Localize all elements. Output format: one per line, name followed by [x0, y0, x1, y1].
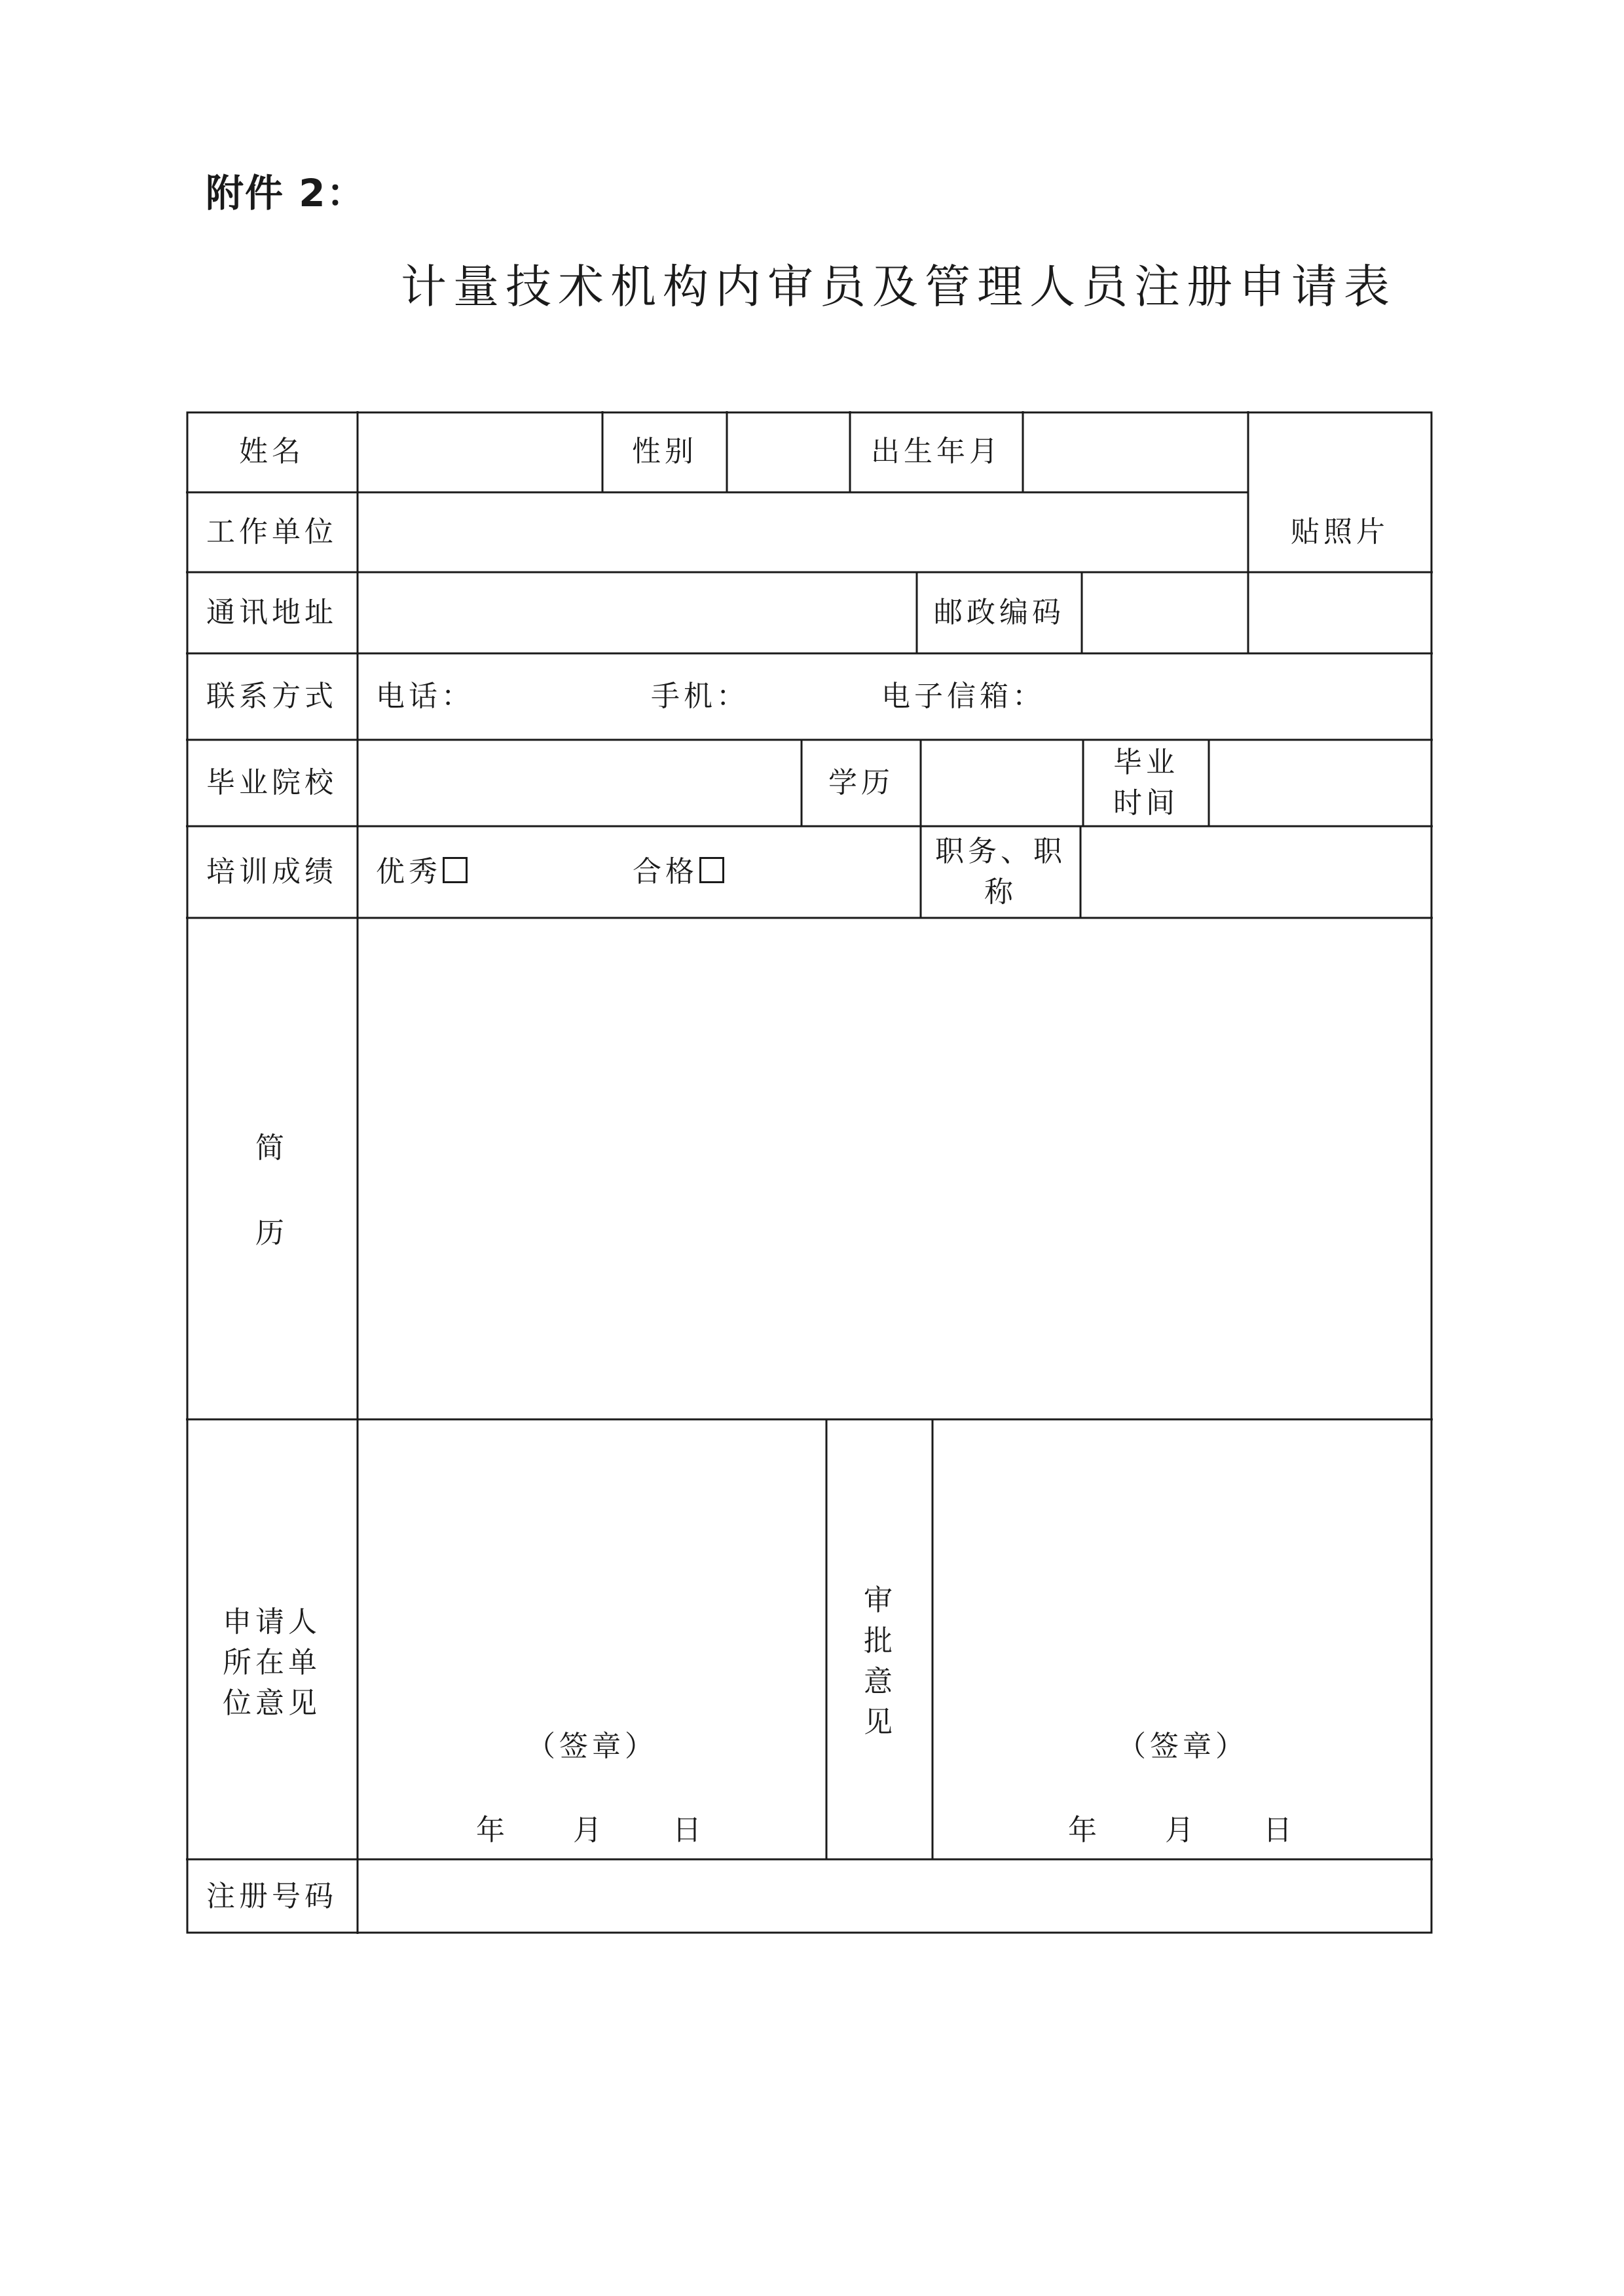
gender-label: 性别 [632, 435, 697, 468]
address-field[interactable] [358, 572, 917, 653]
birth-date-field[interactable] [1023, 411, 1248, 492]
position-title-field[interactable] [1080, 826, 1433, 918]
unit-opinion-label: 申请人所在单位意见 [223, 1605, 321, 1720]
resume-field[interactable] [358, 918, 1433, 1419]
work-unit-label: 工作单位 [206, 515, 337, 549]
unit-month-label: 月 [573, 1813, 606, 1847]
position-title-label: 职务、职称 [935, 835, 1066, 909]
address-label: 通讯地址 [206, 596, 337, 629]
form-title: 计量技术机构内审员及管理人员注册申请表 [401, 260, 1396, 314]
approval-day-label: 日 [1263, 1813, 1296, 1847]
unit-year-label: 年 [476, 1813, 509, 1847]
gender-field[interactable] [727, 411, 850, 492]
resume-label-char-1: 简 [255, 1131, 288, 1165]
approval-opinion-label: 审批意见 [864, 1584, 896, 1739]
mobile-label: 手机： [651, 680, 749, 713]
postcode-field[interactable] [1082, 572, 1248, 653]
phone-label: 电话： [376, 680, 474, 713]
approval-seal-label: （签章） [1117, 1730, 1248, 1763]
photo-label: 贴照片 [1291, 515, 1389, 549]
attachment-label: 附件 2： [206, 171, 366, 215]
graduation-time-field[interactable] [1209, 740, 1433, 826]
pass-label: 合格 [633, 855, 698, 888]
unit-seal-label: （签章） [526, 1730, 657, 1763]
excellent-checkbox[interactable] [443, 857, 468, 883]
school-field[interactable] [358, 740, 802, 826]
work-unit-field[interactable] [358, 492, 1248, 572]
unit-day-label: 日 [673, 1813, 705, 1847]
education-label: 学历 [828, 766, 894, 799]
postcode-label: 邮政编码 [934, 596, 1065, 629]
birth-date-label: 出生年月 [871, 435, 1002, 468]
excellent-option [376, 851, 468, 893]
registration-form-table [186, 411, 1433, 1934]
approval-month-label: 月 [1165, 1813, 1198, 1847]
training-label: 培训成绩 [206, 855, 337, 888]
name-label: 姓名 [239, 435, 304, 468]
registration-number-label: 注册号码 [206, 1880, 337, 1913]
pass-option [633, 851, 724, 893]
resume-label-char-2: 历 [255, 1216, 288, 1250]
registration-number-field[interactable] [358, 1859, 1433, 1934]
contact-label: 联系方式 [206, 680, 337, 713]
unit-opinion-field[interactable] [358, 1419, 826, 1773]
school-label: 毕业院校 [206, 766, 337, 799]
pass-checkbox[interactable] [699, 857, 724, 883]
education-field[interactable] [921, 740, 1083, 826]
approval-year-label: 年 [1068, 1813, 1101, 1847]
name-field[interactable] [358, 411, 602, 492]
email-label: 电子信箱： [881, 680, 1045, 713]
excellent-label: 优秀 [376, 855, 441, 888]
graduation-time-label: 毕业时间 [1113, 746, 1179, 820]
approval-opinion-field[interactable] [932, 1419, 1433, 1773]
